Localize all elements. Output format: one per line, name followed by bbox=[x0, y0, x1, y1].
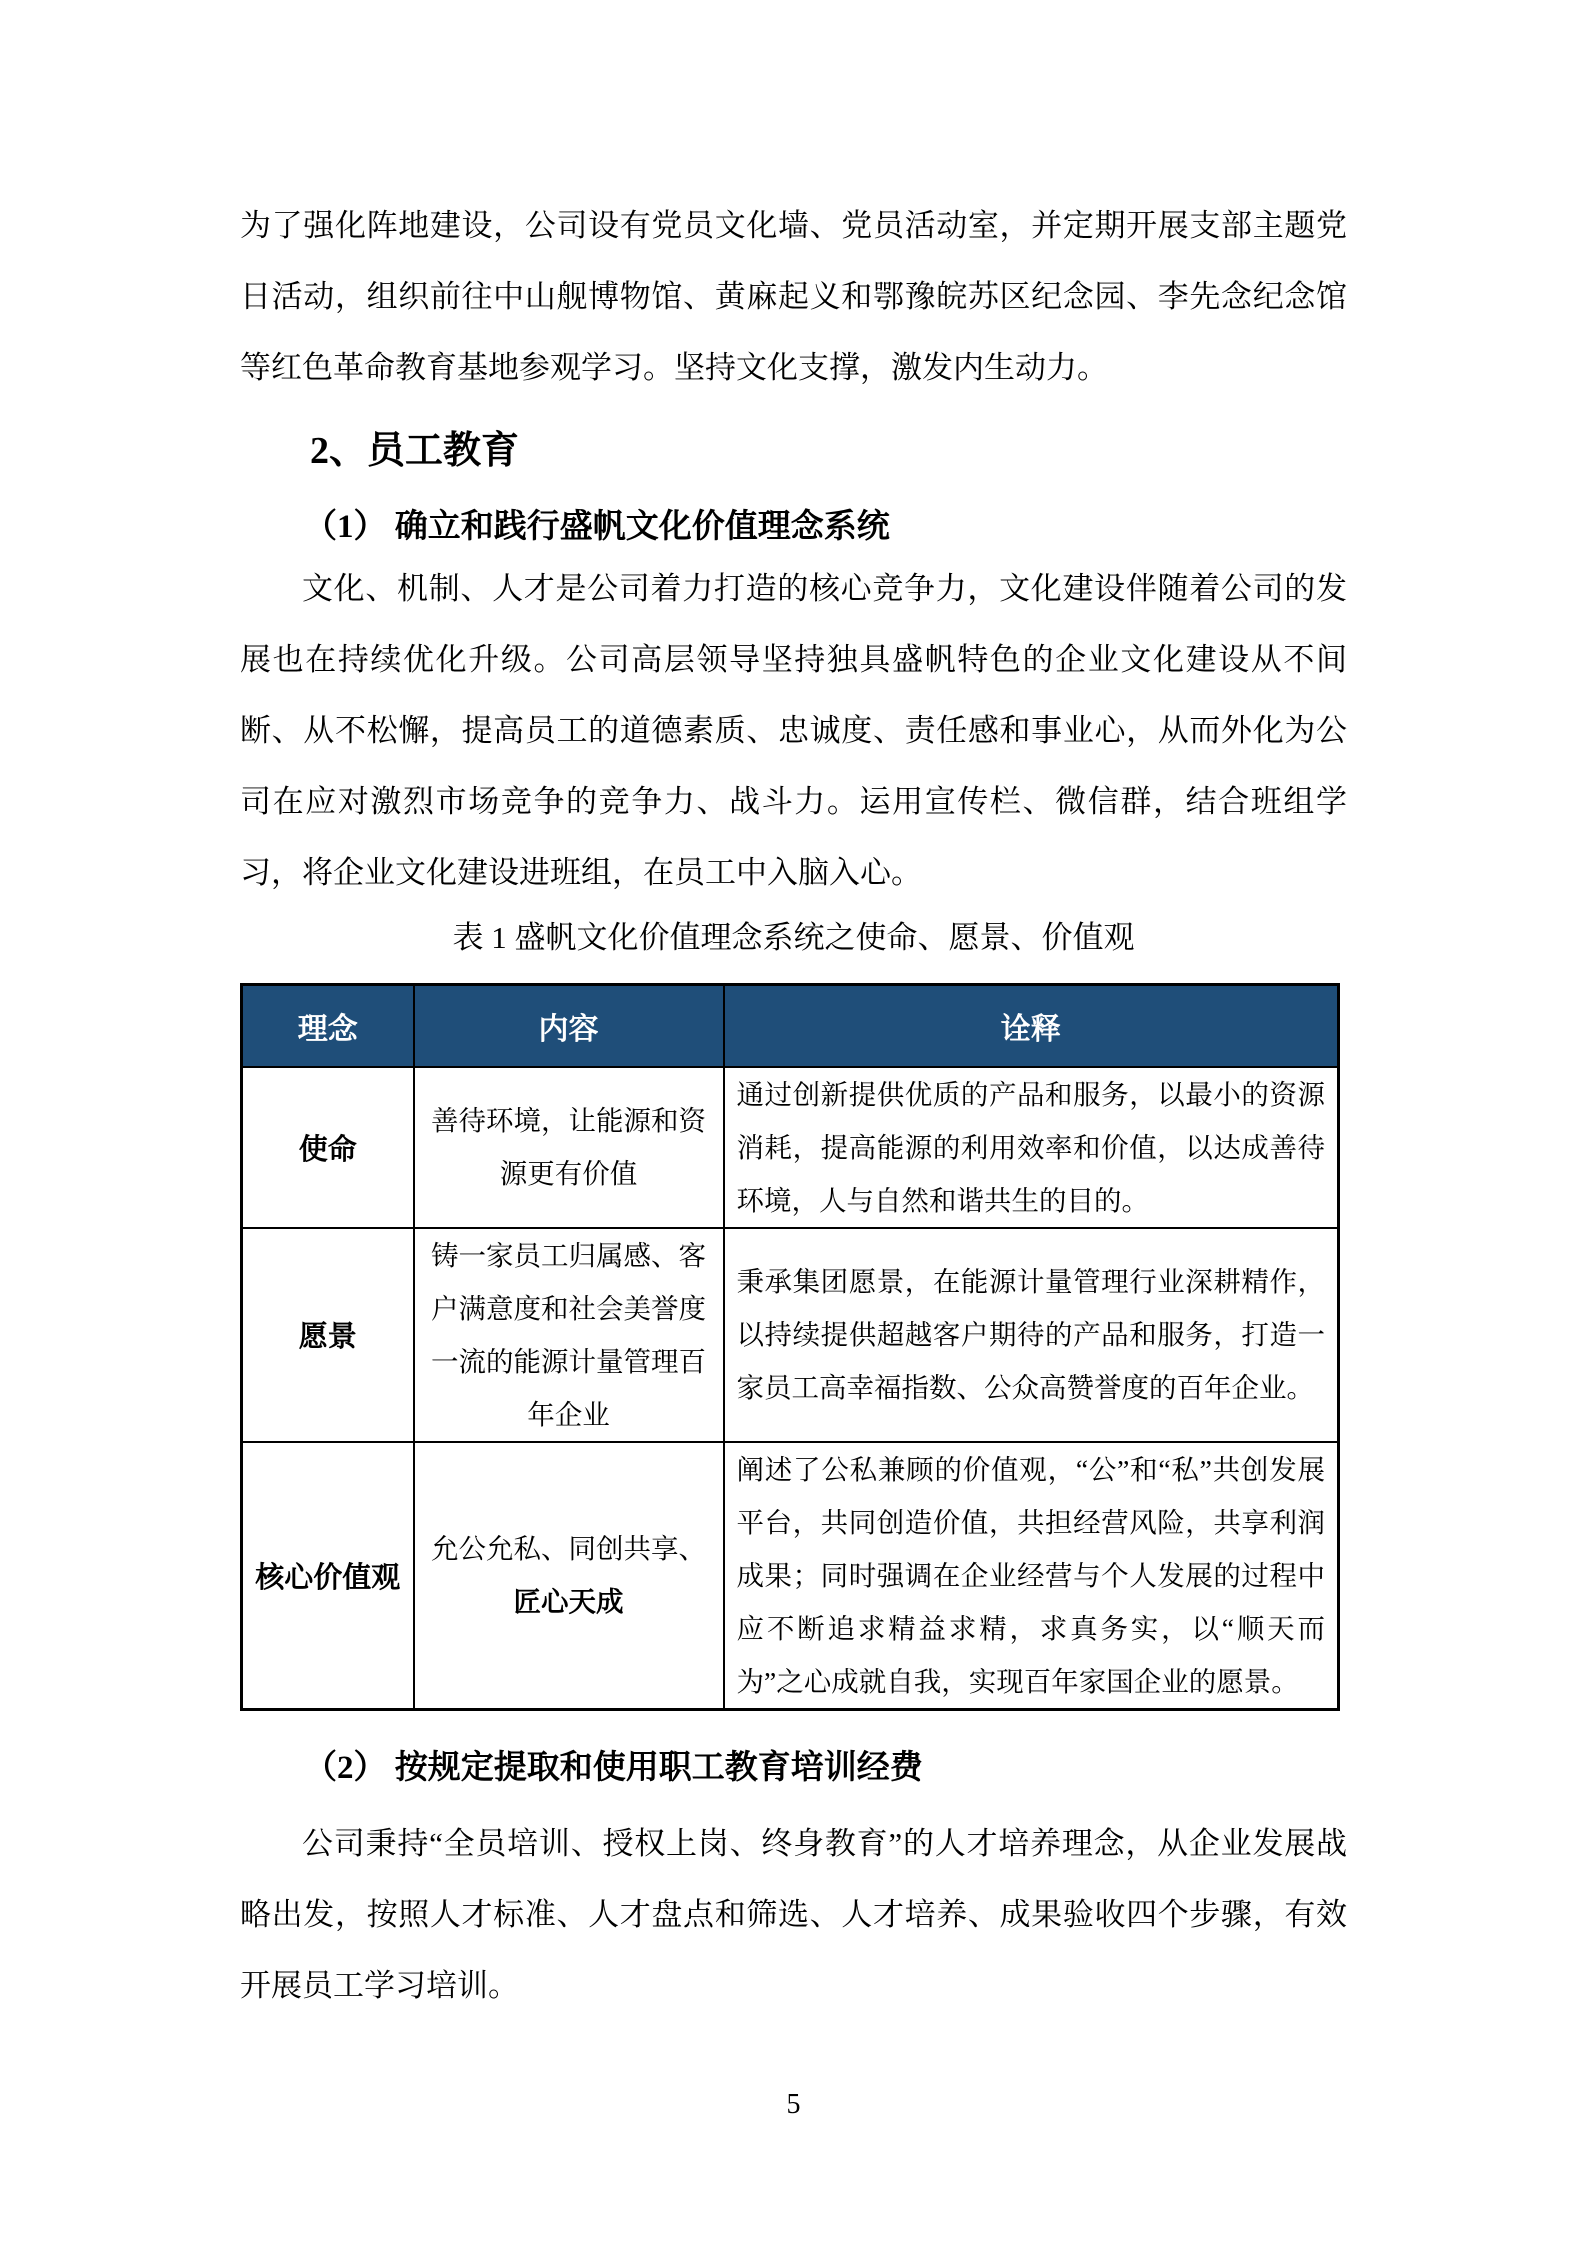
core-values-content-bold: 匠心天成 bbox=[513, 1586, 624, 1617]
paragraph-culture-building: 文化、机制、人才是公司着力打造的核心竞争力，文化建设伴随着公司的发展也在持续优化升级。公司高层领导坚持独具盛帆特色的企业文化建设从不间断、从不松懈，提高员工的道德素质、忠诚度、责任感和事业心，从而外化为公司在应对激烈市场竞争的竞争力、战斗力。运用宣传栏、微信群，结合班组学习，将企业文化建设进班组，在员工中入脑入心。 bbox=[240, 571, 1347, 890]
header-cell-concept: 理念 bbox=[242, 985, 414, 1067]
table-row-core-values bbox=[242, 1442, 1339, 1710]
core-values-interpretation-cell: 阐述了公私兼顾的价值观，“公”和“私”共创发展平台，共同创造价值，共担经营风险，共享利润成果；同时强调在企业经营与个人发展的过程中应不断追求精益求精，求真务实，以“顺天而为”之心成就自我，实现百年家国企业的愿景。 bbox=[724, 1442, 1339, 1710]
table-header-row bbox=[242, 985, 1339, 1067]
core-values-concept-cell: 核心价值观 bbox=[242, 1442, 414, 1710]
vision-concept-cell: 愿景 bbox=[242, 1228, 414, 1442]
mission-content-cell: 善待环境，让能源和资源更有价值 bbox=[414, 1067, 724, 1228]
table-row-vision bbox=[242, 1228, 1339, 1442]
paragraph-talent-training: 公司秉持“全员培训、授权上岗、终身教育”的人才培养理念，从企业发展战略出发，按照人才标准、人才盘点和筛选、人才培养、成果验收四个步骤，有效开展员工学习培训。 bbox=[240, 1825, 1347, 2003]
paragraph-party-building: 为了强化阵地建设，公司设有党员文化墙、党员活动室，并定期开展支部主题党日活动，组织前往中山舰博物馆、黄麻起义和鄂豫皖苏区纪念园、李先念纪念馆等红色革命教育基地参观学习。坚持文化支撑，激发内生动力。 bbox=[240, 208, 1347, 385]
vision-interpretation-cell: 秉承集团愿景，在能源计量管理行业深耕精作，以持续提供超越客户期待的产品和服务，打造一家员工高幸福指数、公众高赞誉度的百年企业。 bbox=[724, 1228, 1339, 1442]
table-caption: 表 1 盛帆文化价值理念系统之使命、愿景、价值观 bbox=[452, 920, 1135, 955]
page-number: 5 bbox=[786, 2089, 801, 2120]
vision-content-cell: 铸一家员工归属感、客户满意度和社会美誉度一流的能源计量管理百年企业 bbox=[414, 1228, 724, 1442]
core-values-content-regular: 允公允私、同创共享、 bbox=[431, 1533, 706, 1564]
subsection-heading-training-funds: （2） 按规定提取和使用职工教育培训经费 bbox=[304, 1749, 923, 1786]
section-heading-employee-education: 2、员工教育 bbox=[310, 430, 520, 472]
core-values-content-cell bbox=[414, 1442, 724, 1710]
mission-interpretation-cell: 通过创新提供优质的产品和服务，以最小的资源消耗，提高能源的利用效率和价值，以达成善待环境，人与自然和谐共生的目的。 bbox=[724, 1067, 1339, 1228]
culture-values-table bbox=[240, 983, 1340, 1711]
mission-concept-cell: 使命 bbox=[242, 1067, 414, 1228]
header-cell-content: 内容 bbox=[414, 985, 724, 1067]
header-cell-interpretation: 诠释 bbox=[724, 985, 1339, 1067]
table-row-mission bbox=[242, 1067, 1339, 1228]
subsection-heading-culture-values: （1） 确立和践行盛帆文化价值理念系统 bbox=[304, 509, 890, 545]
